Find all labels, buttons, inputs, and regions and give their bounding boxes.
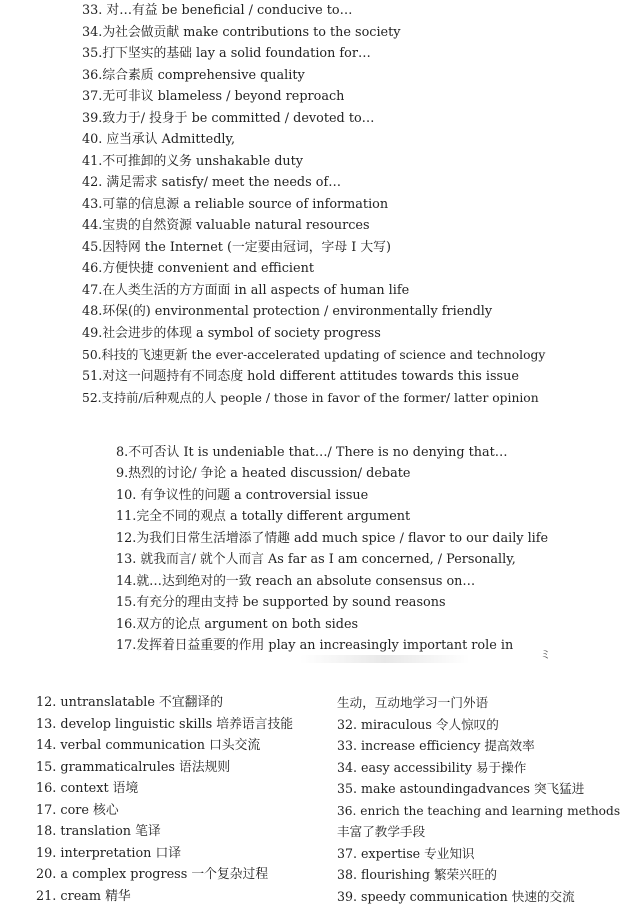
entry-left-13: 13. develop linguistic skills 培养语言技能 [36,717,294,732]
entry-40: 40. 应当承认 Admittedly, [82,132,236,147]
entry-right-35: 35. make astoundingadvances 突飞猛进 [337,781,585,796]
entry-36: 36.综合素质 comprehensive quality [82,68,305,83]
entry-42: 42. 满足需求 satisfy/ meet the needs of… [82,175,341,190]
entry-left-12: 12. untranslatable 不宜翻译的 [36,695,224,710]
entry-left-21: 21. cream 精华 [36,889,131,904]
entry-41: 41.不可推卸的义务 unshakable duty [82,154,304,169]
entry-45: 45.因特网 the Internet (一定要由冠词，字母 I 大写) [82,240,391,255]
entry-51: 51.对这一问题持有不同态度 hold different attitudes towards this issue [82,369,519,384]
entry-14: 14.就…达到绝对的一致 reach an absolute consensus on… [116,574,476,589]
entry-right-34: 34. easy accessibility 易于操作 [337,760,527,775]
entry-16: 16.双方的论点 argument on both sides [116,617,359,632]
entry-52: 52.支持前/后种观点的人 people / those in favor of the former/ latter opinion [82,391,539,405]
entry-49: 49.社会进步的体现 a symbol of society progress [82,326,381,341]
entry-13: 13. 就我而言/ 就个人而言 As far as I am concerned, / Personally, [116,552,516,567]
entry-right-37: 37. expertise 专业知识 [337,846,475,861]
entry-48: 48.环保(的) environmental protection / environmentally friendly [82,304,493,319]
entry-left-15: 15. grammaticalrules 语法规则 [36,760,231,775]
entry-47: 47.在人类生活的方方面面 in all aspects of human life [82,283,410,298]
entry-left-17: 17. core 核心 [36,803,119,818]
entry-12: 12.为我们日常生活增添了情趣 add much spice / flavor to our daily life [116,531,549,546]
entry-left-20: 20. a complex progress 一个复杂过程 [36,867,269,882]
entry-35: 35.打下坚实的基础 lay a solid foundation for… [82,46,371,61]
entry-34: 34.为社会做贡献 make contributions to the society [82,25,401,40]
entry-right-36: 36. enrich the teaching and learning methods [337,804,621,818]
entry-39: 39.致力于/ 投身于 be committed / devoted to… [82,111,375,126]
entry-left-19: 19. interpretation 口译 [36,846,182,861]
entry-right-32: 32. miraculous 令人惊叹的 [337,717,499,732]
entry-46: 46.方便快捷 convenient and efficient [82,261,314,276]
entry-11: 11.完全不同的观点 a totally different argument [116,509,411,524]
entry-44: 44.宝贵的自然资源 valuable natural resources [82,218,370,233]
entry-right-33: 33. increase efficiency 提高效率 [337,738,535,753]
entry-10: 10. 有争议性的问题 a controversial issue [116,488,369,503]
entry-right-36-cont: 丰富了教学手段 [337,824,426,839]
entry-33: 33. 对…有益 be beneficial / conducive to… [82,3,353,18]
entry-left-18: 18. translation 笔译 [36,824,161,839]
entry-37: 37.无可非议 blameless / beyond reproach [82,89,345,104]
entry-17: 17.发挥着日益重要的作用 play an increasingly important role in [116,638,514,653]
entry-left-14: 14. verbal communication 口头交流 [36,738,261,753]
entry-9: 9.热烈的讨论/ 争论 a heated discussion/ debate [116,466,411,481]
entry-15: 15.有充分的理由支持 be supported by sound reasons [116,595,446,610]
scan-mark: ミ [540,648,551,661]
entry-50: 50.科技的飞速更新 the ever-accelerated updating of science and technology [82,348,546,362]
entry-left-16: 16. context 语境 [36,781,139,796]
entry-right-38: 38. flourishing 繁荣兴旺的 [337,867,497,882]
entry-8: 8.不可否认 It is undeniable that…/ There is no denying that… [116,445,508,460]
scan-smudge [300,655,470,663]
entry-43: 43.可靠的信息源 a reliable source of information [82,197,389,212]
entry-right-39: 39. speedy communication 快速的交流 [337,889,575,904]
entry-right-cont: 生动，互动地学习一门外语 [337,695,489,710]
